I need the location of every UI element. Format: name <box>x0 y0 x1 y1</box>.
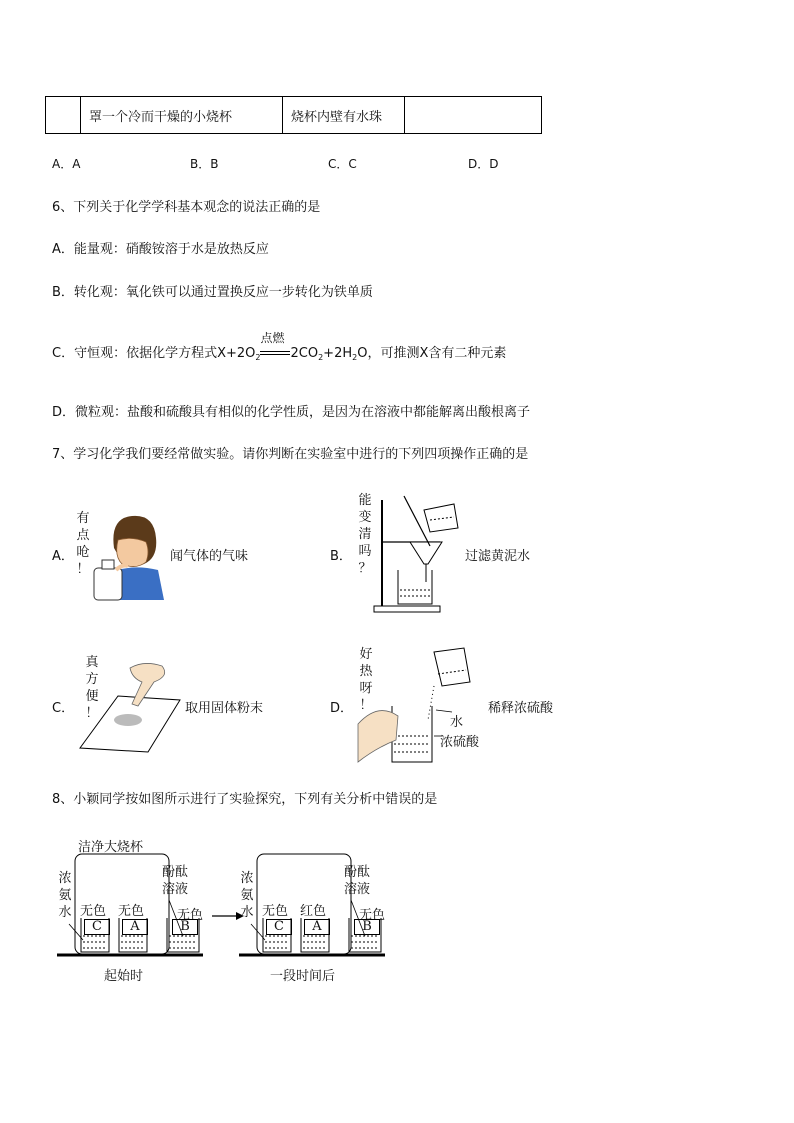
powder-pile-icon <box>114 714 142 726</box>
q6-option-b: B．转化观：氧化铁可以通过置换反应一步转化为铁单质 <box>52 285 373 300</box>
beaker-a-tag: A <box>304 919 330 935</box>
label-char: 氨 <box>58 888 72 903</box>
label-char: 浓 <box>240 871 254 886</box>
equation-left: X+2O <box>217 346 256 361</box>
label-line: 溶液 <box>162 882 189 897</box>
table-row <box>46 97 542 134</box>
bubble-char: ！ <box>359 698 373 713</box>
table-cell <box>46 97 81 134</box>
ammonia-label <box>57 870 73 921</box>
water-stream-icon <box>428 686 434 720</box>
label-line: 酚酞 <box>344 865 371 880</box>
beaker-b-tag: B <box>172 919 198 935</box>
bubble-char: 能 <box>358 493 372 508</box>
subscript: 2 <box>255 353 261 362</box>
bubble-char: 变 <box>358 510 372 525</box>
q7-a-bubble <box>75 510 91 578</box>
bubble-char: 热 <box>359 664 373 679</box>
q7-stem: 7、学习化学我们要经常做实验。请你判断在实验室中进行的下列四项操作正确的是 <box>52 447 529 462</box>
table-cell: 烧杯内壁有水珠 <box>283 97 405 134</box>
bubble-char: 便 <box>85 689 99 704</box>
bubble-char: 清 <box>358 527 372 542</box>
q7-d-label: D． <box>330 701 354 716</box>
bubble-char: 吗 <box>358 544 372 559</box>
beaker-a-color: 红色 <box>300 904 327 919</box>
label-char: 浓 <box>58 871 72 886</box>
acid-label: 浓硫酸 <box>440 735 480 750</box>
caption-start: 起始时 <box>104 969 144 984</box>
bubble-char: 有 <box>76 511 90 526</box>
q5-option-b: B．B <box>190 157 219 171</box>
equation-right: O <box>357 346 368 361</box>
q6-option-c <box>52 331 507 362</box>
beaker-c-tag: C <box>266 919 292 935</box>
bubble-char: 点 <box>76 528 90 543</box>
filtration-apparatus-illustration <box>370 490 462 618</box>
water-label: 水 <box>450 715 464 730</box>
reaction-arrow <box>260 331 290 357</box>
ammonia-label <box>239 870 255 921</box>
label-line: 溶液 <box>344 882 371 897</box>
reaction-condition: 点燃 <box>260 331 285 345</box>
bottle-neck-icon <box>102 560 114 569</box>
q6-c-prefix: C．守恒观：依据化学方程式 <box>52 346 218 361</box>
label-char: 水 <box>58 905 72 920</box>
subscript: 2 <box>352 353 358 362</box>
label-line: 酚酞 <box>162 865 189 880</box>
table-cell <box>405 97 542 134</box>
pouring-beaker-icon <box>424 504 458 532</box>
equation-right: +2H <box>323 346 353 361</box>
experiment-table <box>45 96 542 134</box>
q7-d-text: 稀释浓硫酸 <box>488 701 554 716</box>
beaker-c-color: 无色 <box>80 904 107 919</box>
q6-option-d: D．微粒观：盐酸和硫酸具有相似的化学性质，是因为在溶液中都能解离出酸根离子 <box>52 405 531 420</box>
q5-option-d: D．D <box>468 157 499 171</box>
big-beaker-label: 洁净大烧杯 <box>78 840 144 855</box>
bubble-char: 真 <box>85 655 99 670</box>
q7-a-text: 闻气体的气味 <box>170 549 249 564</box>
q7-c-label: C． <box>52 701 75 716</box>
equation-right: 2CO <box>290 346 319 361</box>
beaker-c-tag: C <box>84 919 110 935</box>
q7-b-label: B． <box>330 549 352 564</box>
beaker-a-tag: A <box>122 919 148 935</box>
beaker-icon <box>392 706 432 762</box>
q7-b-text: 过滤黄泥水 <box>465 549 531 564</box>
pouring-beaker-icon <box>434 648 470 686</box>
face-icon <box>117 538 148 566</box>
boy-smelling-illustration <box>92 508 168 604</box>
beaker-b-tag: B <box>354 919 380 935</box>
bubble-char: ？ <box>358 561 372 576</box>
bubble-char: ！ <box>76 562 90 577</box>
beaker-b-color: 无色 <box>177 908 204 923</box>
q5-option-c: C．C <box>328 157 357 171</box>
beaker-c-color: 无色 <box>262 904 289 919</box>
bubble-char: ！ <box>85 706 99 721</box>
q7-c-text: 取用固体粉末 <box>185 701 264 716</box>
funnel-icon <box>410 542 442 564</box>
beaker-b-color: 无色 <box>359 908 386 923</box>
powder-on-paper-illustration <box>78 660 182 754</box>
stand-base-icon <box>374 606 440 612</box>
table-cell: 罩一个冷而干燥的小烧杯 <box>81 97 283 134</box>
subscript: 2 <box>318 353 324 362</box>
q6-option-a: A．能量观：硝酸铵溶于水是放热反应 <box>52 242 269 257</box>
caption-after: 一段时间后 <box>270 969 336 984</box>
bubble-char: 呀 <box>359 681 373 696</box>
bottle-icon <box>94 568 122 600</box>
label-char: 氨 <box>240 888 254 903</box>
bubble-char: 呛 <box>76 545 90 560</box>
phenolphthalein-label <box>344 864 370 898</box>
beaker-icon <box>398 570 432 604</box>
label-char: 水 <box>240 905 254 920</box>
beaker-a-color: 无色 <box>118 904 145 919</box>
bubble-char: 方 <box>85 672 99 687</box>
q6-stem: 6、下列关于化学学科基本观念的说法正确的是 <box>52 200 321 215</box>
q7-a-label: A． <box>52 549 74 564</box>
equal-sign-icon <box>260 351 290 355</box>
q8-stem: 8、小颖同学按如图所示进行了实验探究，下列有关分析中错误的是 <box>52 792 438 807</box>
q5-option-a: A．A <box>52 157 81 171</box>
q6-c-suffix: ，可推测X含有二种元素 <box>367 346 507 361</box>
bubble-char: 好 <box>359 647 373 662</box>
phenolphthalein-label <box>162 864 188 898</box>
glass-rod-icon <box>404 496 430 546</box>
